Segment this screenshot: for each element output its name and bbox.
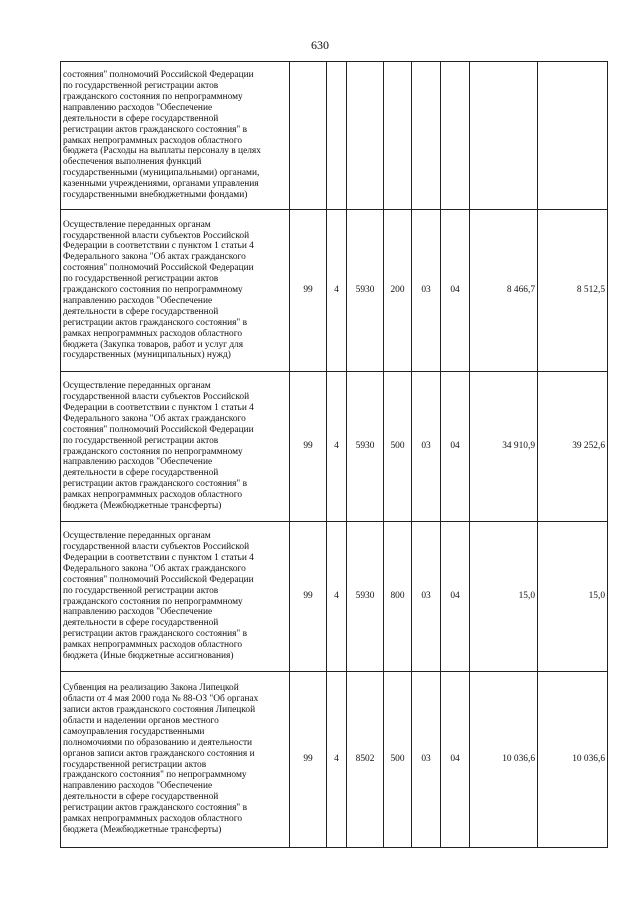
subsection-code: 04 <box>441 210 470 372</box>
subprogram-code: 4 <box>327 522 347 672</box>
section-code: 03 <box>412 210 441 372</box>
row-description: Осуществление переданных органам государственной власти субъектов Российской Федерации в соответствии с пунктом 1 статьи 4 Федерального закона "Об актах гражданского состояния" полномочий Российской Федерации по государственной регистрации актов гражданского состояния по непрограммному направлению расходов "Обеспечение деятельности в сфере государственной регистрации актов гражданского состояния" в рамках непрограммных расходов областного бюджета (Закупка товаров, работ и услуг для государственных (муниципальных) нужд) <box>61 210 290 372</box>
amount-year-1: 34 910,9 <box>470 372 538 522</box>
program-code: 99 <box>290 522 327 672</box>
subsection-code: 04 <box>441 522 470 672</box>
section-code: 03 <box>412 672 441 848</box>
program-code: 99 <box>290 672 327 848</box>
program-code: 99 <box>290 210 327 372</box>
expense-type-code: 200 <box>384 210 412 372</box>
subsection-code: 04 <box>441 672 470 848</box>
amount-year-2: 8 512,5 <box>538 210 608 372</box>
direction-code: 5930 <box>347 210 384 372</box>
expense-type-code: 500 <box>384 372 412 522</box>
subprogram-code: 4 <box>327 672 347 848</box>
amount-year-1 <box>470 62 538 210</box>
amount-year-1: 8 466,7 <box>470 210 538 372</box>
amount-year-2: 39 252,6 <box>538 372 608 522</box>
expense-type-code: 800 <box>384 522 412 672</box>
expense-type-code <box>384 62 412 210</box>
table-row <box>61 62 608 210</box>
section-code: 03 <box>412 372 441 522</box>
subprogram-code: 4 <box>327 210 347 372</box>
row-description: Субвенция на реализацию Закона Липецкой области от 4 мая 2000 года № 88-ОЗ "Об органах записи актов гражданского состояния Липецкой области и наделении органов местного самоуправления государственными полномочиями по образованию и деятельности органов записи актов гражданского состояния и государственной регистрации актов гражданского состояния" по непрограммному направлению расходов "Обеспечение деятельности в сфере государственной регистрации актов гражданского состояния" в рамках непрограммных расходов областного бюджета (Межбюджетные трансферты) <box>61 672 290 848</box>
program-code <box>290 62 327 210</box>
row-description: Осуществление переданных органам государственной власти субъектов Российской Федерации в соответствии с пунктом 1 статьи 4 Федерального закона "Об актах гражданского состояния" полномочий Российской Федерации по государственной регистрации актов гражданского состояния по непрограммному направлению расходов "Обеспечение деятельности в сфере государственной регистрации актов гражданского состояния" в рамках непрограммных расходов областного бюджета (Межбюджетные трансферты) <box>61 372 290 522</box>
table-row <box>61 522 608 672</box>
expense-type-code: 500 <box>384 672 412 848</box>
subprogram-code: 4 <box>327 372 347 522</box>
row-description: состояния" полномочий Российской Федерации по государственной регистрации актов гражданского состояния по непрограммному направлению расходов "Обеспечение деятельности в сфере государственной регистрации актов гражданского состояния" в рамках непрограммных расходов областного бюджета (Расходы на выплаты персоналу в целях обеспечения выполнения функций государственными (муниципальными) органами, казенными учреждениями, органами управления государственными внебюджетными фондами) <box>61 62 290 210</box>
amount-year-2: 10 036,6 <box>538 672 608 848</box>
amount-year-1: 15,0 <box>470 522 538 672</box>
subprogram-code <box>327 62 347 210</box>
program-code: 99 <box>290 372 327 522</box>
row-description: Осуществление переданных органам государственной власти субъектов Российской Федерации в соответствии с пунктом 1 статьи 4 Федерального закона "Об актах гражданского состояния" полномочий Российской Федерации по государственной регистрации актов гражданского состояния по непрограммному направлению расходов "Обеспечение деятельности в сфере государственной регистрации актов гражданского состояния" в рамках непрограммных расходов областного бюджета (Иные бюджетные ассигнования) <box>61 522 290 672</box>
section-code: 03 <box>412 522 441 672</box>
amount-year-1: 10 036,6 <box>470 672 538 848</box>
section-code <box>412 62 441 210</box>
table-row <box>61 372 608 522</box>
table-row <box>61 210 608 372</box>
table-row <box>61 672 608 848</box>
budget-table <box>60 61 608 848</box>
amount-year-2: 15,0 <box>538 522 608 672</box>
direction-code <box>347 62 384 210</box>
direction-code: 8502 <box>347 672 384 848</box>
subsection-code <box>441 62 470 210</box>
direction-code: 5930 <box>347 522 384 672</box>
page-number: 630 <box>311 38 329 52</box>
subsection-code: 04 <box>441 372 470 522</box>
direction-code: 5930 <box>347 372 384 522</box>
amount-year-2 <box>538 62 608 210</box>
